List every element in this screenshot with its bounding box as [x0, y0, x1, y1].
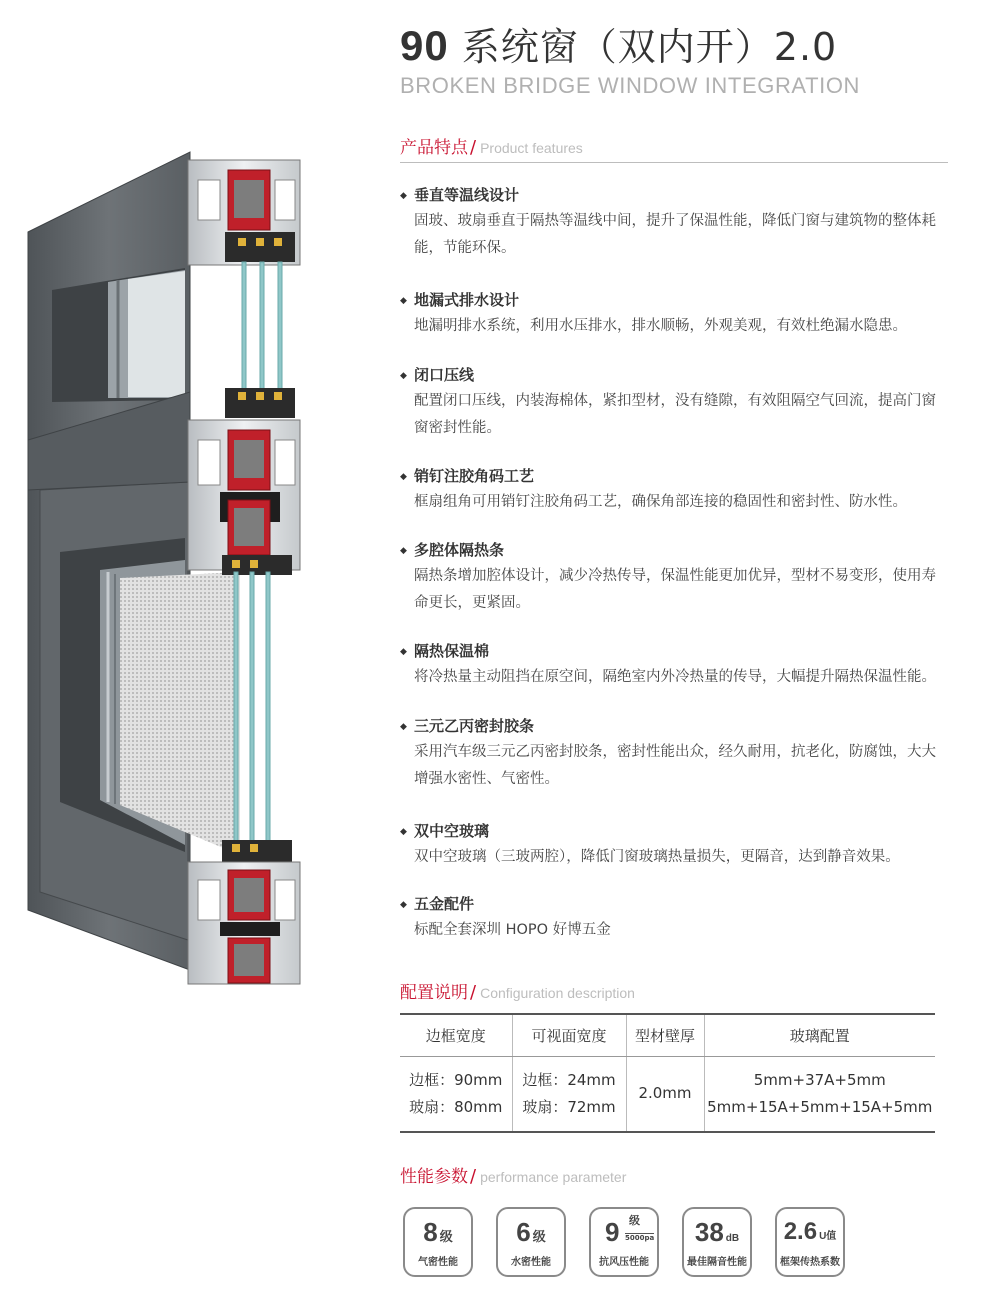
features-section-header [400, 133, 948, 163]
feature-item [400, 819, 960, 871]
performance-badges [403, 1207, 963, 1277]
feature-description: 双中空玻璃（三玻两腔），降低门窗玻璃热量损失，更隔音，达到静音效果。 [414, 849, 900, 865]
feature-title: 销钉注胶角码工艺 [414, 467, 535, 485]
config-cell-line: 5mm+15A+5mm+15A+5mm [707, 1097, 933, 1116]
badge-unit: 级 [532, 1229, 546, 1244]
bullet-diamond-icon: ◆ [400, 827, 407, 837]
badge-wind-pressure [589, 1207, 659, 1277]
badge-value: 8 [423, 1217, 438, 1247]
badge-value: 6 [516, 1217, 531, 1247]
feature-description: 采用汽车级三元乙丙密封胶条，密封性能出众，经久耐用，抗老化，防腐蚀，大大增强水密性、气密性。 [414, 744, 936, 787]
page-header [400, 22, 960, 99]
feature-title: 双中空玻璃 [414, 822, 490, 840]
badge-label: 抗风压性能 [599, 1257, 649, 1268]
profile-section-bottom [188, 840, 300, 984]
performance-heading-cn: 性能参数 [400, 1167, 468, 1187]
feature-description: 固玻、玻扇垂直于隔热等温线中间，提升了保温性能，降低门窗与建筑物的整体耗能，节能环保。 [414, 213, 936, 256]
performance-section-header [400, 1162, 948, 1192]
badge-label: 水密性能 [511, 1257, 551, 1268]
config-cell-line: 边框：24mm [522, 1070, 616, 1089]
config-cell-line: 玻扇：72mm [522, 1097, 616, 1116]
feature-item [400, 892, 960, 944]
config-heading-slash: / [470, 982, 477, 1003]
table-row [400, 1056, 935, 1132]
feature-title: 地漏式排水设计 [414, 291, 520, 309]
config-header-frame-width: 边框宽度 [400, 1014, 512, 1056]
feature-description: 隔热条增加腔体设计，减少冷热传导，保温性能更加优异，型材不易变形，使用寿命更长，更紧固。 [414, 568, 936, 611]
feature-item [400, 714, 960, 793]
feature-title: 垂直等温线设计 [414, 186, 520, 204]
profile-section-middle [188, 388, 300, 575]
page-subtitle: BROKEN BRIDGE WINDOW INTEGRATION [400, 73, 861, 98]
badge-water-tightness [496, 1207, 566, 1277]
config-table-header-row [400, 1014, 935, 1056]
feature-item [400, 363, 960, 442]
badge-heat-transfer [775, 1207, 845, 1277]
performance-heading-slash: / [470, 1166, 477, 1187]
bullet-diamond-icon: ◆ [400, 647, 407, 657]
config-table [400, 1013, 935, 1133]
feature-description: 将冷热量主动阻挡在原空间，隔绝室内外冷热量的传导，大幅提升隔热保温性能。 [414, 669, 936, 685]
feature-item [400, 288, 960, 340]
feature-title: 多腔体隔热条 [414, 541, 505, 559]
page-title [400, 22, 960, 71]
title-number: 90 [400, 22, 449, 69]
config-cell-wall-thickness: 2.0mm [626, 1056, 704, 1132]
feature-item [400, 538, 960, 617]
badge-value: 38 [694, 1217, 724, 1247]
badge-unit: U值 [819, 1231, 837, 1242]
config-section-header [400, 978, 948, 1008]
feature-item [400, 639, 960, 691]
features-heading-en: Product features [480, 140, 583, 156]
badge-value: 2.6 [783, 1218, 818, 1245]
badge-label: 气密性能 [418, 1257, 458, 1268]
badge-value: 9 [605, 1217, 620, 1247]
config-cell-frame-width [400, 1056, 512, 1132]
config-heading-en: Configuration description [480, 985, 635, 1001]
config-cell-visible-width [512, 1056, 626, 1132]
badge-air-tightness [403, 1207, 473, 1277]
feature-title: 隔热保温棉 [414, 642, 490, 660]
window-profile-illustration [0, 140, 330, 1000]
features-heading-cn: 产品特点 [400, 138, 468, 158]
feature-description: 配置闭口压线，内装海棉体，紧扣型材，没有缝隙，有效阻隔空气回流，提高门窗窗密封性能。 [414, 393, 936, 436]
bullet-diamond-icon: ◆ [400, 900, 407, 910]
config-cell-line: 5mm+37A+5mm [753, 1070, 886, 1089]
config-header-wall-thickness: 型材壁厚 [626, 1014, 704, 1056]
feature-item [400, 464, 960, 516]
feature-description: 框扇组角可用销钉注胶角码工艺，确保角部连接的稳固性和密封性、防水性。 [414, 494, 907, 510]
profile-section-top [188, 160, 300, 265]
config-cell-line: 玻扇：80mm [409, 1097, 503, 1116]
badge-unit: 级 [629, 1214, 640, 1227]
feature-item [400, 183, 960, 262]
config-cell-glass [704, 1056, 935, 1132]
config-heading-cn: 配置说明 [400, 983, 468, 1003]
config-header-glass: 玻璃配置 [704, 1014, 935, 1056]
feature-title: 三元乙丙密封胶条 [414, 717, 535, 735]
bullet-diamond-icon: ◆ [400, 546, 407, 556]
bullet-diamond-icon: ◆ [400, 472, 407, 482]
feature-title: 五金配件 [414, 895, 475, 913]
feature-description: 标配全套深圳 HOPO 好博五金 [414, 922, 611, 938]
title-text: 系统窗（双内开）2.0 [448, 25, 838, 69]
bullet-diamond-icon: ◆ [400, 371, 407, 381]
bullet-diamond-icon: ◆ [400, 296, 407, 306]
bullet-diamond-icon: ◆ [400, 722, 407, 732]
config-cell-line: 边框：90mm [409, 1070, 503, 1089]
feature-description: 地漏明排水系统，利用水压排水，排水顺畅，外观美观，有效杜绝漏水隐患。 [414, 318, 907, 334]
bullet-diamond-icon: ◆ [400, 191, 407, 201]
features-heading-slash: / [470, 137, 477, 158]
performance-heading-en: performance parameter [480, 1169, 627, 1185]
badge-label: 最佳隔音性能 [687, 1257, 747, 1268]
badge-unit: 级 [439, 1229, 453, 1244]
feature-title: 闭口压线 [414, 366, 475, 384]
badge-sound-insulation [682, 1207, 752, 1277]
config-header-visible-width: 可视面宽度 [512, 1014, 626, 1056]
badge-label: 框架传热系数 [780, 1257, 840, 1268]
badge-unit: dB [725, 1233, 740, 1244]
badge-extra: 5000pa [625, 1234, 655, 1242]
